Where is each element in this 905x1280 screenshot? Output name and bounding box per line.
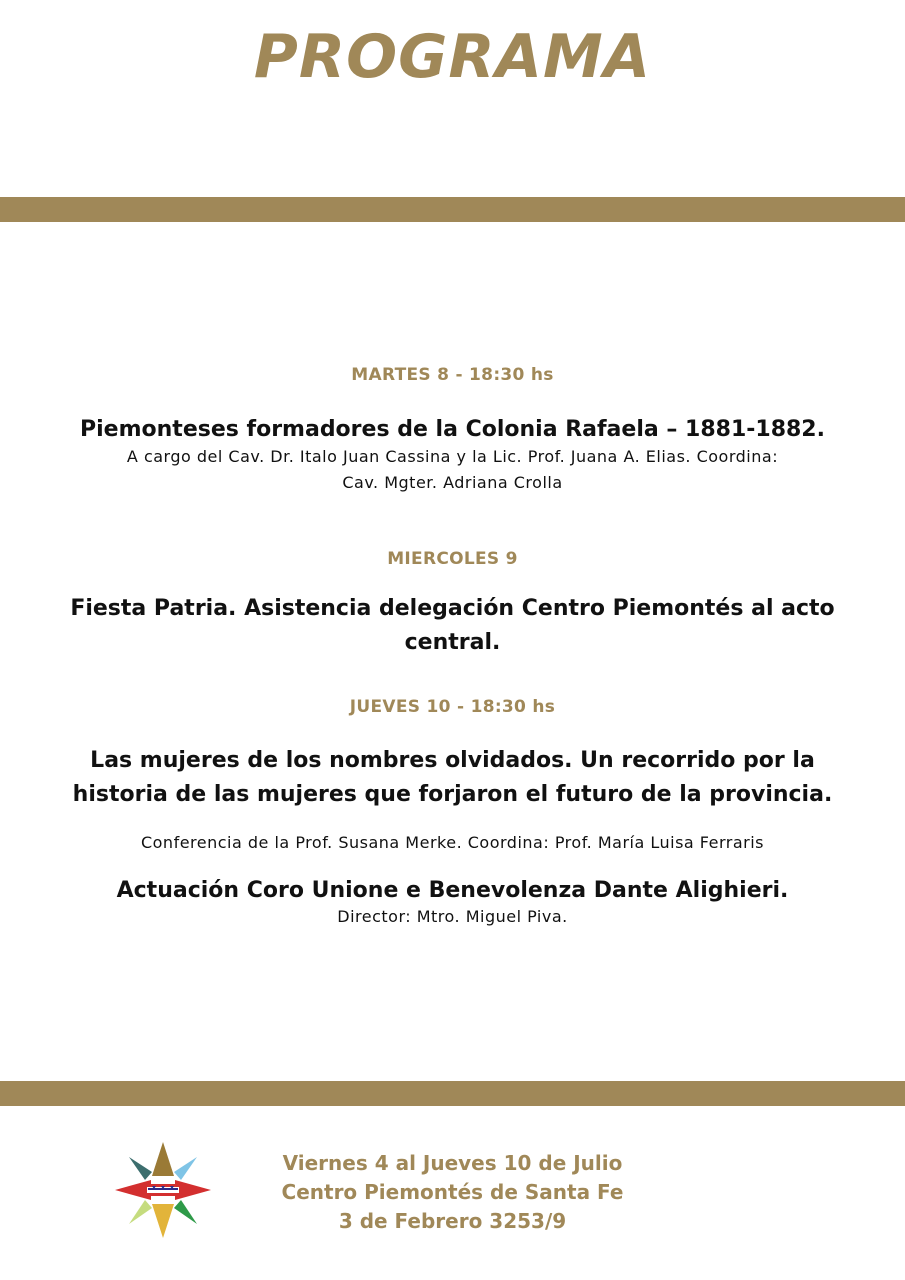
- event-title-piemonteses: Piemonteses formadores de la Colonia Rafaela – 1881-1882.: [80, 417, 825, 442]
- footer-info: [240, 1149, 665, 1236]
- day-heading-jueves: JUEVES 10 - 18:30 hs: [349, 697, 556, 717]
- bottom-divider-band: [0, 1081, 905, 1106]
- event-title-mujeres-line-2: historia de las mujeres que forjaron el futuro de la provincia.: [72, 782, 833, 807]
- event-title-mujeres-line-1: Las mujeres de los nombres olvidados. Un recorrido por la: [90, 748, 815, 773]
- event-description-line-1: A cargo del Cav. Dr. Italo Juan Cassina y la Lic. Prof. Juana A. Elias. Coordina:: [126, 447, 779, 466]
- day-heading-martes: MARTES 8 - 18:30 hs: [351, 365, 554, 385]
- event-title-fiesta-patria-line-1: Fiesta Patria. Asistencia delegación Centro Piemontés al acto: [70, 596, 835, 621]
- top-divider-band: [0, 197, 905, 222]
- compass-star-logo-icon: [115, 1142, 211, 1240]
- footer-venue: Centro Piemontés de Santa Fe: [281, 1180, 624, 1204]
- event-title-actuacion-coro: Actuación Coro Unione e Benevolenza Dante Alighieri.: [116, 878, 789, 903]
- event-description-conferencia: Conferencia de la Prof. Susana Merke. Coordina: Prof. María Luisa Ferraris: [140, 833, 765, 852]
- footer-address: 3 de Febrero 3253/9: [338, 1209, 567, 1233]
- event-description-director: Director: Mtro. Miguel Piva.: [337, 907, 568, 926]
- footer-dates: Viernes 4 al Jueves 10 de Julio: [282, 1151, 623, 1175]
- schedule-content: [40, 365, 865, 930]
- event-description-line-2: Cav. Mgter. Adriana Crolla: [342, 473, 563, 492]
- day-heading-miercoles: MIERCOLES 9: [387, 549, 518, 569]
- page-title: PROGRAMA: [253, 22, 652, 92]
- event-title-fiesta-patria-line-2: central.: [404, 630, 501, 655]
